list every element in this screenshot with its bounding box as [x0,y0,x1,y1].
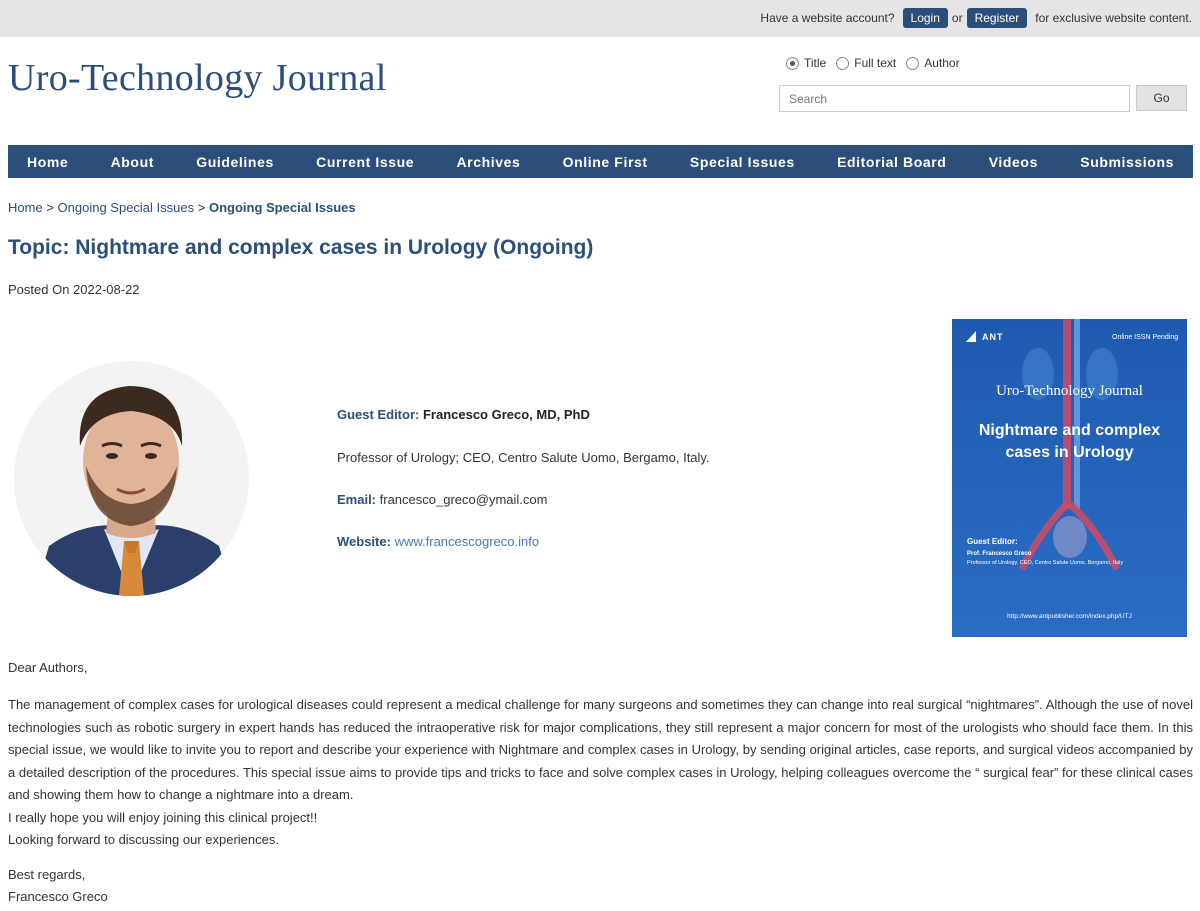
nav-online-first[interactable]: Online First [562,153,648,170]
letter-hope-line: I really hope you will enjoy joining this clinical project!! [8,809,318,825]
guest-editor-row [337,407,590,422]
search-input[interactable] [779,85,1130,112]
letter-looking-forward-line: Looking forward to discussing our experiences. [8,832,279,847]
breadcrumb-current: Ongoing Special Issues [208,200,356,215]
search-type-title[interactable] [786,56,826,70]
login-button[interactable]: Login [903,8,948,28]
register-button[interactable]: Register [967,8,1028,28]
radio-selected-icon[interactable] [786,57,799,70]
portrait-illustration [14,361,249,596]
email-row [337,492,547,507]
search-type-title-label: Title [804,56,827,70]
posted-date: Posted On 2022-08-22 [8,282,140,297]
nav-special-issues[interactable]: Special Issues [689,153,795,170]
nav-current-issue[interactable]: Current Issue [316,153,415,170]
breadcrumb-separator: > [46,200,54,215]
letter-paragraph-text: The management of complex cases for urological diseases could represent a medical challenge for many surgeons and sometimes they can change into real surgical “nightmares”. Although the use of novel technologies such as robotic surgery in expert hands has reduced the intraoperative risk for major complications, they still represent a major concern for most of the urologists who should face them. In this special issue, we would like to invite you to report and describe your experience with Nightmare and complex cases in Urology, by sending original articles, case reports, and surgical videos accompanied by a detailed description of the procedures. This special issue aims to provide tips and tricks to face and solve complex cases in Urology, helping colleagues overcome the “ surgical fear” for these clinical cases and showing them how to change a nightmare into a dream. [8,697,1193,802]
cover-topic-line2: cases in Urology [1005,444,1134,461]
website-link[interactable]: www.francescogreco.info [394,534,540,549]
cover-guest-editor-label: Guest Editor: [967,537,1018,546]
letter-closing: Best regards, [8,867,86,882]
account-bar [0,0,1200,37]
search-type-author-label: Author [924,56,960,70]
nav-editorial-board[interactable]: Editorial Board [837,153,947,170]
nav-archives[interactable]: Archives [456,153,521,170]
guest-editor-photo [14,361,249,596]
nav-guidelines[interactable]: Guidelines [196,153,274,170]
search-type-author[interactable] [906,56,959,70]
breadcrumb [8,200,356,215]
email-value: francesco_greco@ymail.com [379,492,548,507]
cover-topic-line1: Nightmare and complex [978,422,1161,439]
nav-submissions[interactable]: Submissions [1080,153,1174,170]
nav-about[interactable]: About [110,153,154,170]
main-nav [8,145,1193,178]
email-label: Email: [337,492,377,507]
letter-greeting: Dear Authors, [8,660,88,675]
guest-editor-name: Francesco Greco, MD, PhD [422,407,590,422]
letter-paragraph [8,694,1193,852]
guest-editor-affiliation: Professor of Urology; CEO, Centro Salute Uomo, Bergamo, Italy. [337,450,710,465]
nav-home[interactable]: Home [27,153,69,170]
cover-url: http://www.antpublisher.com/index.php/UTJ [1007,613,1132,620]
breadcrumb-parent[interactable]: Ongoing Special Issues [57,200,195,215]
search-type-fulltext-label: Full text [854,56,897,70]
radio-icon[interactable] [906,57,919,70]
breadcrumb-separator: > [197,200,206,215]
cover-publisher: ANT [982,332,1004,342]
account-suffix-text: for exclusive website content. [1035,11,1192,25]
cover-artwork [952,319,1187,637]
or-text: or [951,11,963,25]
cover-issn: Online ISSN Pending [1112,334,1179,341]
search-type-group [786,56,970,70]
site-title[interactable]: Uro-Technology Journal [8,57,387,99]
page-title: Topic: Nightmare and complex cases in Urology (Ongoing) [8,236,594,259]
cover-guest-editor-affiliation: Professor of Urology, CEO, Centro Salute Uomo, Bergamo, Italy [967,560,1124,566]
guest-editor-label: Guest Editor: [337,407,420,422]
account-prompt [760,8,1192,28]
breadcrumb-home[interactable]: Home [8,200,43,215]
cover-guest-editor-name: Prof. Francesco Greco [967,551,1032,557]
special-issue-cover [952,319,1187,637]
radio-icon[interactable] [836,57,849,70]
website-label: Website: [337,534,391,549]
nav-videos[interactable]: Videos [988,153,1038,170]
letter-signature: Francesco Greco [8,889,108,904]
website-row [337,534,539,549]
cover-journal-title: Uro-Technology Journal [996,383,1143,399]
account-prompt-text: Have a website account? [760,11,895,25]
search-type-fulltext[interactable] [836,56,896,70]
search-go-button[interactable]: Go [1136,85,1187,111]
